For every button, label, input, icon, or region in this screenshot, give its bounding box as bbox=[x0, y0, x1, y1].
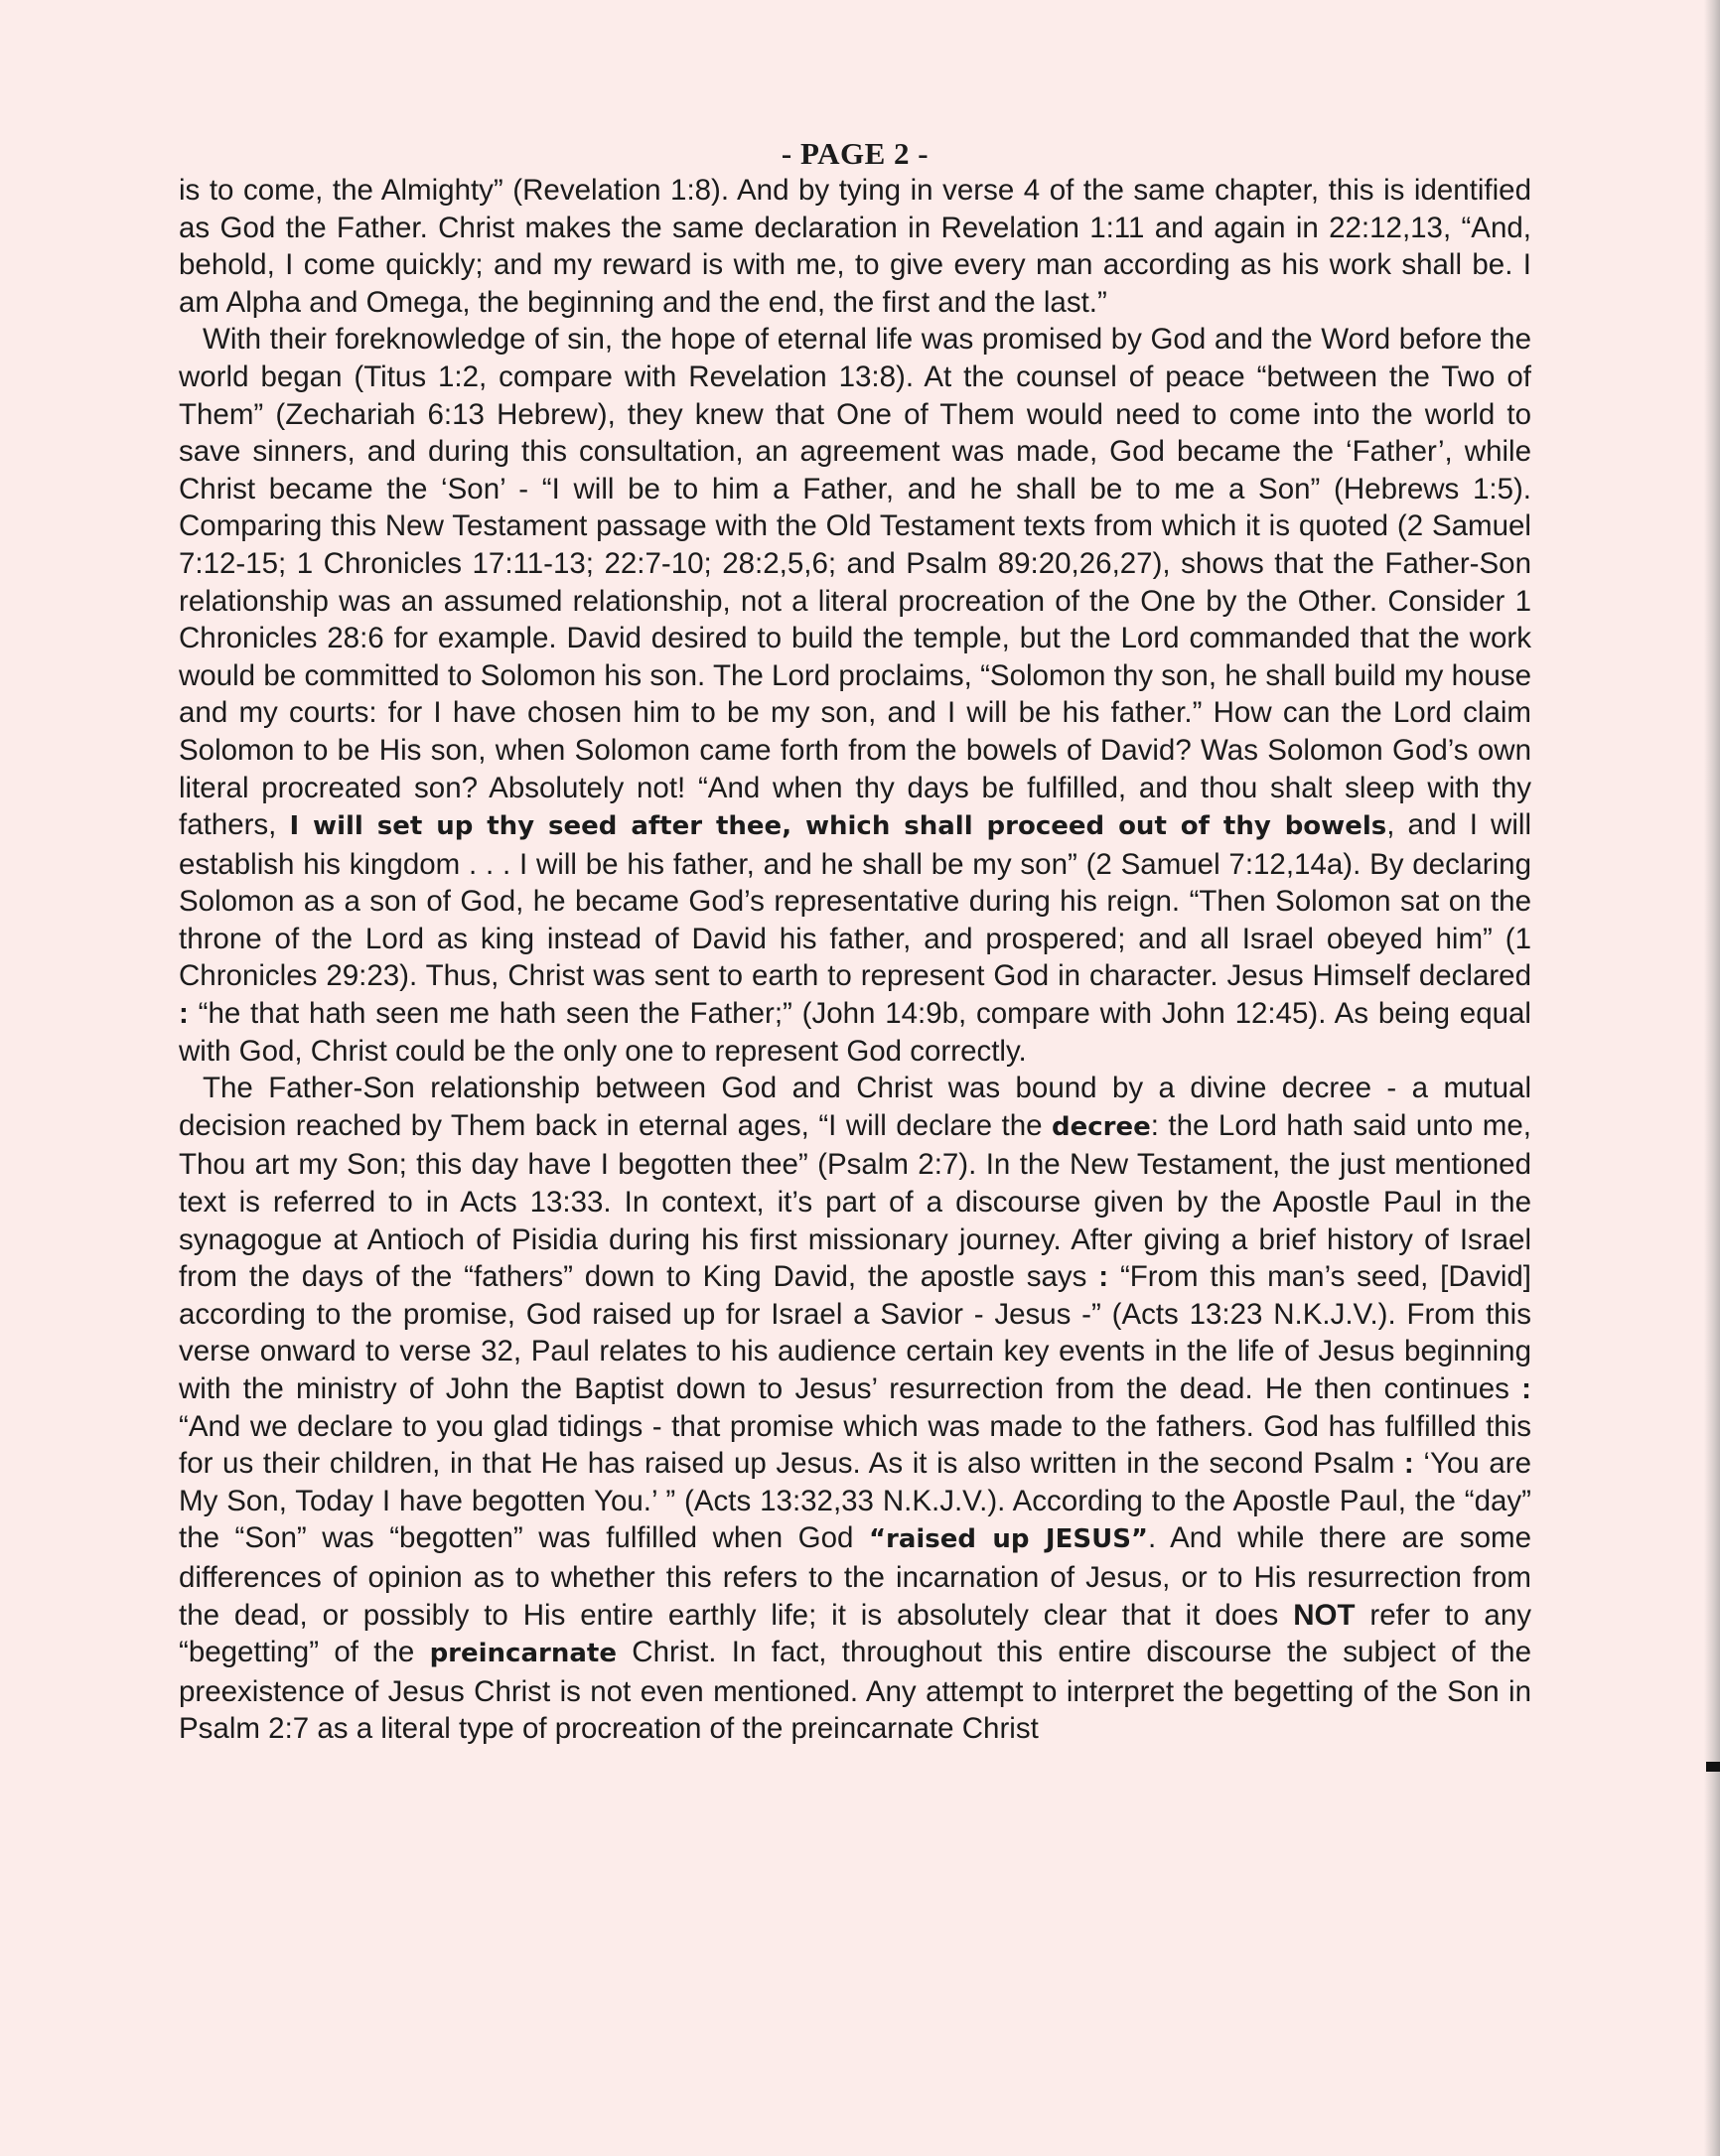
emphasis-text: I will set up thy seed after thee, which shall proceed out of thy bowels bbox=[289, 811, 1387, 842]
body-text: ‘You are My Son, Today I have begotten You.’ ” (Acts 13:32,33 N.K.J.V.). According to the Apostle Paul, the “day” the “Son” was “begotten” was fulfilled when God bbox=[179, 1447, 1531, 1555]
body-text: The Father-Son relationship between God and Christ was bound by a divine decree - a mutual decision reached by Them back in eternal ages, “I will declare the bbox=[179, 1072, 1531, 1142]
document-page bbox=[179, 134, 1531, 1748]
body-text: : the Lord hath said unto me, Thou art my Son; this day have I begotten thee” (Psalm 2:7). In the New Testament, the just mentioned text is referred to in Acts 13:33. In context, it’s part of a discourse given by the Apostle Paul in the synagogue at Antioch of Pisidia during his first missionary journey. After giving a brief history of Israel from the days of the “fathers” down to King David, the apostle says bbox=[179, 1108, 1531, 1294]
body-text: “he that hath seen me hath seen the Father;” (John 14:9b, compare with John 12:45). As being equal with God, Christ could be the only one to represent God correctly. bbox=[179, 997, 1531, 1068]
paragraph-1 bbox=[179, 172, 1531, 321]
body-text: . And while there are some differences of opinion as to whether this refers to the incarnation of Jesus, or to His resurrection from the dead, or possibly to His entire earthly life; it is absolutely clear that it does bbox=[179, 1521, 1531, 1632]
paragraph-3 bbox=[179, 1070, 1531, 1748]
body-text: “From this man’s seed, [David] according to the promise, God raised up for Israel a Savior - Jesus -” (Acts 13:23 N.K.J.V.). From this verse onward to verse 32, Paul relates to his audience certain key events in the life of Jesus beginning with the ministry of John the Baptist down to Jesus’ resurrection from the dead. He then continues bbox=[179, 1260, 1532, 1405]
emphasis-text: : bbox=[1098, 1260, 1109, 1294]
body-text: , and I will establish his kingdom . . . I will be his father, and he shall be my son” (2 Samuel 7:12,14a). By declaring Solomon as a son of God, he became God’s representative during his reign. “Then Solomon sat on the throne of the Lord as king instead of David his father, and prospered; and all Israel obeyed him” (1 Chronicles 29:23). Thus, Christ was sent to earth to represent God in character. Jesus Himself declared bbox=[179, 808, 1531, 993]
body-text: With their foreknowledge of sin, the hope of eternal life was promised by God and the Word before the world began (Titus 1:2, compare with Revelation 13:8). At the counsel of peace “between the Two of Them” (Zechariah 6:13 Hebrew), they knew that One of Them would need to come into the world to save sinners, and during this consultation, an agreement was made, God became the ‘Father’, while Christ became the ‘Son’ - “I will be to him a Father, and he shall be to me a Son” (Hebrews 1:5). Comparing this New Testament passage with the Old Testament texts from which it is quoted (2 Samuel 7:12-15; 1 Chronicles 17:11-13; 22:7-10; 28:2,5,6; and Psalm 89:20,26,27), shows that the Father-Son relationship was an assumed relationship, not a literal procreation of the One by the Other. Consider 1 Chronicles 28:6 for example. David desired to build the temple, but the Lord commanded that the work would be committed to Solomon his son. The Lord proclaims, “Solomon thy son, he shall build my house and my courts: for I have chosen him to be my son, and I will be his father.” How can the Lord claim Solomon to be His son, when Solomon came forth from the bowels of David? Was Solomon God’s own literal procreated son? Absolutely not! “And when thy days be fulfilled, and thou shalt sleep with thy fathers, bbox=[179, 323, 1531, 842]
page-edge-shadow bbox=[1704, 0, 1720, 2156]
emphasis-text: NOT bbox=[1293, 1598, 1356, 1632]
emphasis-text: : bbox=[179, 997, 189, 1031]
paragraph-2 bbox=[179, 321, 1531, 1070]
emphasis-text: : bbox=[1521, 1372, 1531, 1405]
emphasis-text: preincarnate bbox=[429, 1639, 617, 1669]
body-text: is to come, the Almighty” (Revelation 1:8). And by tying in verse 4 of the same chapter, this is identified as God the Father. Christ makes the same declaration in Revelation 1:11 and again in 22:12,13, “And, behold, I come quickly; and my reward is with me, to give every man according as his work shall be. I am Alpha and Omega, the beginning and the end, the first and the last.” bbox=[179, 174, 1531, 319]
emphasis-text: decree bbox=[1052, 1111, 1151, 1142]
scan-edge-mark bbox=[1706, 1762, 1720, 1772]
body-text: “And we declare to you glad tidings - that promise which was made to the fathers. God has fulfilled this for us their children, in that He has raised up Jesus. As it is also written in the second Psalm bbox=[179, 1409, 1531, 1481]
page-heading: - PAGE 2 - bbox=[781, 136, 930, 171]
emphasis-text: “raised up JESUS” bbox=[868, 1524, 1149, 1555]
document-body bbox=[179, 172, 1531, 1748]
emphasis-text: : bbox=[1403, 1447, 1414, 1481]
body-text: Christ. In fact, throughout this entire discourse the subject of the preexistence of Jesus Christ is not even mentioned. Any attempt to interpret the begetting of the Son in Psalm 2:7 as a literal type of procreation of the preincarnate Christ bbox=[179, 1636, 1531, 1746]
body-text: refer to any “begetting” of the bbox=[179, 1598, 1531, 1669]
